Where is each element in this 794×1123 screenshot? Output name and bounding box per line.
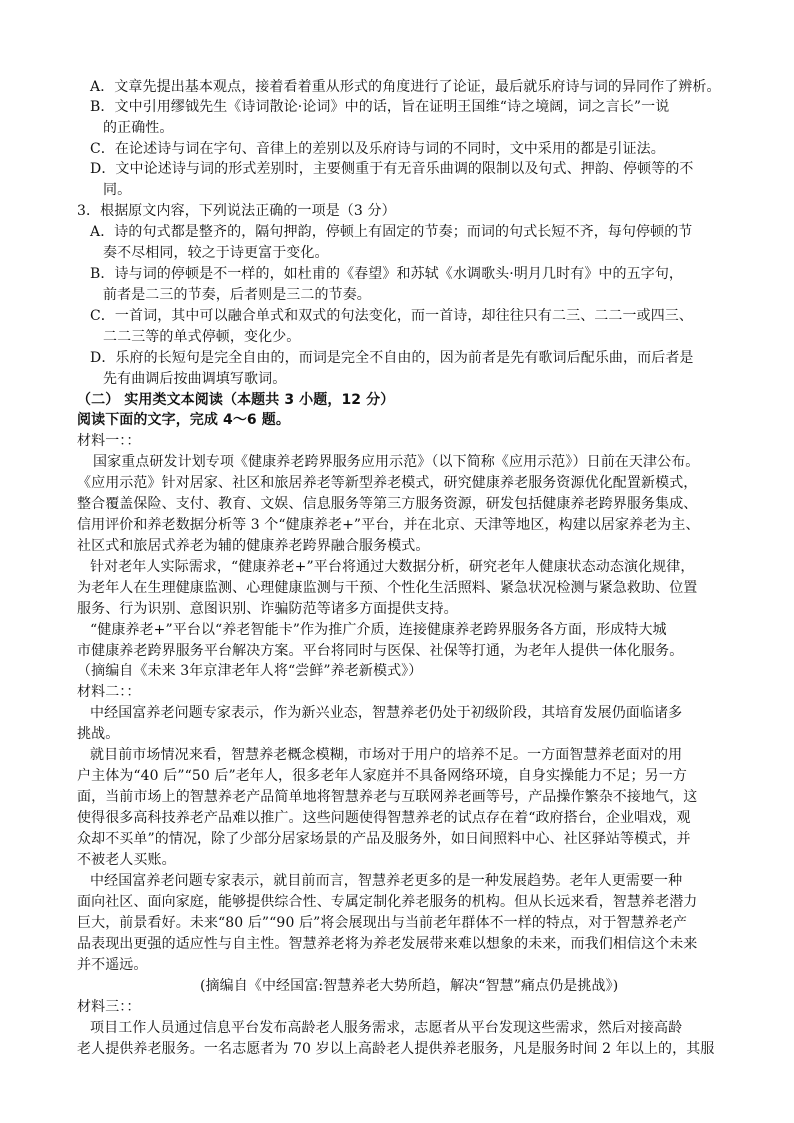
- q2-option-b-cont: 的正确性。: [103, 120, 174, 136]
- material-1-label: 材料一：：: [77, 433, 141, 449]
- material-3-label: 材料三：：: [77, 999, 141, 1015]
- material-1-paragraph: 针对老年人实际需求，“健康养老+”平台将通过大数据分析，研究老年人健康状态动态演化规律，: [90, 559, 695, 575]
- material-1-paragraph: “健康养老+”平台以“养老智能卡”作为推广介质，连接健康养老跨界服务各方面，形成特大城: [90, 622, 667, 638]
- material-3-paragraph: 项目工作人员通过信息平台发布高龄老人服务需求，志愿者从平台发现这些需求，然后对接高龄: [90, 1020, 683, 1036]
- material-1-paragraph: 《应用示范》针对居家、社区和旅居养老等新型养老模式，研究健康养老服务资源优化配置新模式，: [77, 475, 698, 491]
- material-1-paragraph: 社区式和旅居式养老为辅的健康养老跨界融合服务模式。: [77, 538, 430, 554]
- material-3-paragraph: 老人提供养老服务。一名志愿者为 70 岁以上高龄老人提供养老服务，凡是服务时间 2 年以上的，其服: [77, 1041, 715, 1057]
- material-2-source: (摘编自《中经国富:智慧养老大势所趋，解决“智慧”痛点仍是挑战》): [200, 978, 619, 994]
- q3-option-c-cont: 二二三等的单式停顿，变化少。: [103, 329, 301, 345]
- material-1-paragraph: 国家重点研发计划专项《健康养老跨界服务应用示范》（以下简称《应用示范》）日前在天津公布。: [93, 454, 700, 470]
- material-1-paragraph: 信用评价和养老数据分析等 3 个“健康养老+”平台，并在北京、天津等地区，构建以居家养老为主、: [77, 517, 700, 533]
- material-1-paragraph: 整合覆盖保险、支付、教育、文娱、信息服务等第三方服务资源，研发包括健康养老跨界服务集成、: [77, 496, 698, 512]
- q2-option-b: B．文中引用缪钺先生《诗词散论·论词》中的话，旨在证明王国维“诗之境阔，词之言长”一说: [90, 99, 670, 115]
- q3-option-b: B．诗与词的停顿是不一样的，如杜甫的《春望》和苏轼《水调歌头·明月几时有》中的五字句，: [90, 266, 684, 282]
- material-2-paragraph: 使得很多高科技养老产品难以推广。这些问题使得智慧养老的试点存在着“政府搭台，企业唱戏，观: [77, 810, 691, 826]
- material-1-paragraph: 为老年人在生理健康监测、心理健康监测与干预、个性化生活照料、紧急状况检测与紧急救助、位置: [77, 580, 698, 596]
- q3-option-d: D．乐府的长短句是完全自由的，而词是完全不自由的，因为前者是先有歌词后配乐曲，而后者是: [90, 350, 694, 366]
- material-2-paragraph: 挑战。: [77, 726, 120, 742]
- material-2-paragraph: 面向社区、面向家庭，能够提供综合性、专属定制化养老服务的机构。但从长远来看，智慧养老潜力: [77, 894, 698, 910]
- material-2-paragraph: 中经国富养老问题专家表示，作为新兴业态，智慧养老仍处于初级阶段，其培育发展仍面临诸多: [90, 705, 683, 721]
- material-2-paragraph: 众却不买单”的情况，除了少部分居家场景的产品及服务外，如日间照料中心、社区驿站等模式，并: [77, 831, 691, 847]
- section-2-instruction: 阅读下面的文字，完成 4～6 题。: [77, 412, 290, 428]
- material-2-paragraph: 品表现出更强的适应性与自主性。智慧养老将为养老发展带来难以想象的未来，而我们相信这个未来: [77, 936, 698, 952]
- material-2-paragraph: 并不遥远。: [77, 957, 148, 973]
- q2-option-a: A．文章先提出基本观点，接着看着重从形式的角度进行了论证，最后就乐府诗与词的异同作了辨析。: [90, 79, 721, 95]
- material-2-paragraph: 不被老人买账。: [77, 852, 176, 868]
- q3-option-a-cont: 奏不尽相同，较之于诗更富于变化。: [103, 245, 329, 261]
- q3-option-b-cont: 前者是二三的节奏，后者则是三二的节奏。: [103, 287, 371, 303]
- q2-option-d-cont: 同。: [103, 182, 132, 198]
- material-1-paragraph: 服务、行为识别、意图识别、诈骗防范等诸多方面提供支持。: [77, 601, 458, 617]
- material-1-paragraph: 市健康养老跨界服务平台解决方案。平台将同时与医保、社保等打通，为老年人提供一体化服务。: [77, 643, 684, 659]
- q2-option-d: D．文中论述诗与词的形式差别时，主要侧重于有无音乐曲调的限制以及句式、押韵、停顿等的不: [90, 161, 694, 177]
- material-2-paragraph: 巨大，前景看好。未来“80 后”“90 后”将会展现出与当前老年群体不一样的特点，对于智慧养老产: [77, 915, 687, 931]
- section-2-heading: （二） 实用类文本阅读（本题共 3 小题，12 分）: [77, 392, 395, 408]
- material-2-paragraph: 中经国富养老问题专家表示，就目前而言，智慧养老更多的是一种发展趋势。老年人更需要一种: [90, 873, 683, 889]
- material-2-paragraph: 就目前市场情况来看，智慧养老概念模糊，市场对于用户的培养不足。一方面智慧养老面对的用: [90, 747, 683, 763]
- q3-option-d-cont: 先有曲调后按曲调填写歌词。: [103, 371, 287, 387]
- material-2-label: 材料二：：: [77, 684, 141, 700]
- q3-option-a: A．诗的句式都是整齐的，隔句押韵，停顿上有固定的节奏；而词的句式长短不齐，每句停顿的节: [90, 224, 693, 240]
- material-2-paragraph: 户主体为“40 后”“50 后”老年人，很多老年人家庭并不具备网络环境，自身实操能力不足；另一方: [77, 768, 687, 784]
- question-3-stem: 3．根据原文内容，下列说法正确的一项是（3 分）: [77, 203, 396, 219]
- material-2-paragraph: 面，当前市场上的智慧养老产品简单地将智慧养老与互联网养老画等号，产品操作繁杂不接地气，这: [77, 789, 698, 805]
- q3-option-c: C．一首词，其中可以融合单式和双式的句法变化，而一首诗，却往往只有二三、二二一或四三、: [90, 308, 694, 324]
- material-1-source: （摘编自《未来 3年京津老年人将“尝鲜”养老新模式》）: [77, 663, 423, 679]
- q2-option-c: C．在论述诗与词在字句、音律上的差别以及乐府诗与词的不同时，文中采用的都是引证法。: [90, 141, 665, 157]
